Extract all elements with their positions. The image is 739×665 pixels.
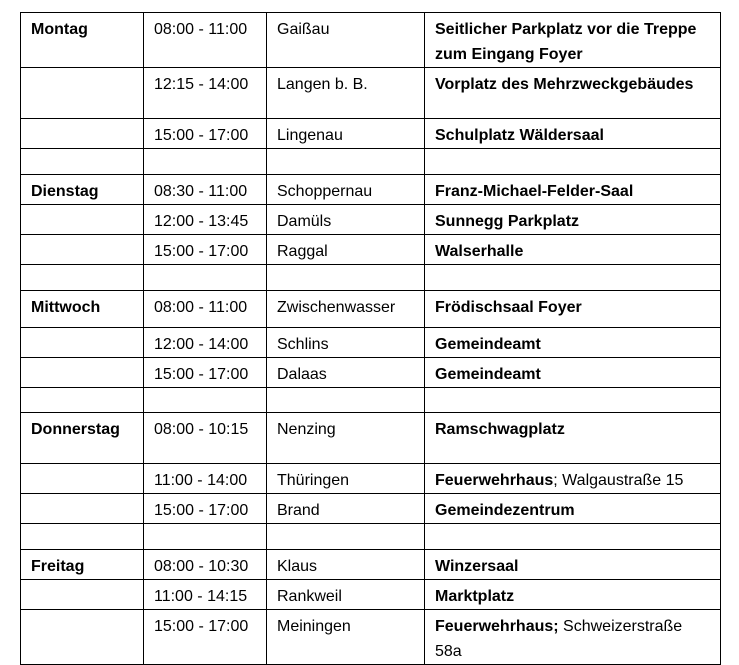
time-cell: 11:00 - 14:15 <box>144 580 267 610</box>
day-cell <box>21 464 144 494</box>
location-name: Feuerwehrhaus <box>435 472 554 489</box>
day-cell <box>21 494 144 524</box>
location-name: Gemeindeamt <box>435 366 541 383</box>
town-cell: Raggal <box>267 235 425 265</box>
town-cell: Thüringen <box>267 464 425 494</box>
schedule-table <box>20 12 721 665</box>
location-name: Gemeindezentrum <box>435 502 575 519</box>
location-cell <box>425 494 721 524</box>
table-row <box>21 13 721 68</box>
location-name: Franz-Michael-Felder-Saal <box>435 183 634 200</box>
location-name: Marktplatz <box>435 588 515 605</box>
time-cell: 15:00 - 17:00 <box>144 494 267 524</box>
location-name: Walserhalle <box>435 243 524 260</box>
day-cell: Mittwoch <box>21 291 144 328</box>
location-cell <box>425 358 721 388</box>
town-cell: Langen b. B. <box>267 68 425 119</box>
time-cell: 11:00 - 14:00 <box>144 464 267 494</box>
location-name-line2: zum Eingang Foyer <box>435 46 583 63</box>
location-name: Sunnegg Parkplatz <box>435 213 580 230</box>
location-name: Schulplatz Wäldersaal <box>435 127 604 144</box>
day-cell <box>21 205 144 235</box>
day-cell: Montag <box>21 13 144 68</box>
location-name: Winzersaal <box>435 558 519 575</box>
time-cell: 15:00 - 17:00 <box>144 235 267 265</box>
location-cell <box>425 464 721 494</box>
day-cell <box>21 235 144 265</box>
location-name: Frödischsaal Foyer <box>435 299 582 316</box>
town-cell: Damüls <box>267 205 425 235</box>
town-cell: Dalaas <box>267 358 425 388</box>
location-cell <box>425 68 721 119</box>
location-address: ; Walgaustraße 15 <box>553 472 684 489</box>
location-cell <box>425 610 721 665</box>
day-cell <box>21 328 144 358</box>
table-row <box>21 580 721 610</box>
time-cell: 15:00 - 17:00 <box>144 119 267 149</box>
table-row <box>21 494 721 524</box>
table-row <box>21 358 721 388</box>
table-row <box>21 291 721 328</box>
town-cell: Brand <box>267 494 425 524</box>
time-cell: 15:00 - 17:00 <box>144 610 267 665</box>
town-cell: Zwischenwasser <box>267 291 425 328</box>
location-name: Gemeindeamt <box>435 336 541 353</box>
table-row <box>21 328 721 358</box>
table-row <box>21 175 721 205</box>
day-cell <box>21 610 144 665</box>
town-cell: Gaißau <box>267 13 425 68</box>
town-cell: Lingenau <box>267 119 425 149</box>
town-cell: Meiningen <box>267 610 425 665</box>
location-name: Vorplatz des Mehrzweckgebäudes <box>435 76 694 93</box>
location-name: Seitlicher Parkplatz vor die Treppe <box>435 21 697 38</box>
time-cell: 08:30 - 11:00 <box>144 175 267 205</box>
table-row <box>21 205 721 235</box>
location-cell <box>425 580 721 610</box>
location-address-line2: 58a <box>435 643 462 660</box>
time-cell: 08:00 - 11:00 <box>144 13 267 68</box>
time-cell: 12:00 - 14:00 <box>144 328 267 358</box>
time-cell: 12:15 - 14:00 <box>144 68 267 119</box>
location-cell <box>425 413 721 464</box>
day-cell <box>21 68 144 119</box>
table-row <box>21 68 721 119</box>
time-cell: 08:00 - 10:30 <box>144 550 267 580</box>
time-cell: 08:00 - 11:00 <box>144 291 267 328</box>
location-cell <box>425 328 721 358</box>
table-row <box>21 464 721 494</box>
town-cell: Klaus <box>267 550 425 580</box>
day-cell <box>21 358 144 388</box>
town-cell: Schoppernau <box>267 175 425 205</box>
location-cell <box>425 205 721 235</box>
town-cell: Rankweil <box>267 580 425 610</box>
time-cell: 15:00 - 17:00 <box>144 358 267 388</box>
time-cell: 12:00 - 13:45 <box>144 205 267 235</box>
table-row <box>21 550 721 580</box>
time-cell: 08:00 - 10:15 <box>144 413 267 464</box>
location-name: Ramschwagplatz <box>435 421 565 438</box>
location-cell <box>425 291 721 328</box>
table-row <box>21 119 721 149</box>
location-address: Schweizerstraße <box>558 618 683 635</box>
day-cell <box>21 580 144 610</box>
location-name: Feuerwehrhaus; <box>435 618 559 635</box>
day-cell: Freitag <box>21 550 144 580</box>
spacer-row <box>21 265 721 291</box>
day-cell <box>21 119 144 149</box>
town-cell: Schlins <box>267 328 425 358</box>
spacer-row <box>21 149 721 175</box>
town-cell: Nenzing <box>267 413 425 464</box>
location-cell <box>425 13 721 68</box>
table-row <box>21 610 721 665</box>
location-cell <box>425 119 721 149</box>
spacer-row <box>21 388 721 413</box>
day-cell: Dienstag <box>21 175 144 205</box>
location-cell <box>425 235 721 265</box>
table-row <box>21 413 721 464</box>
spacer-row <box>21 524 721 550</box>
day-cell: Donnerstag <box>21 413 144 464</box>
table-row <box>21 235 721 265</box>
location-cell <box>425 175 721 205</box>
location-cell <box>425 550 721 580</box>
